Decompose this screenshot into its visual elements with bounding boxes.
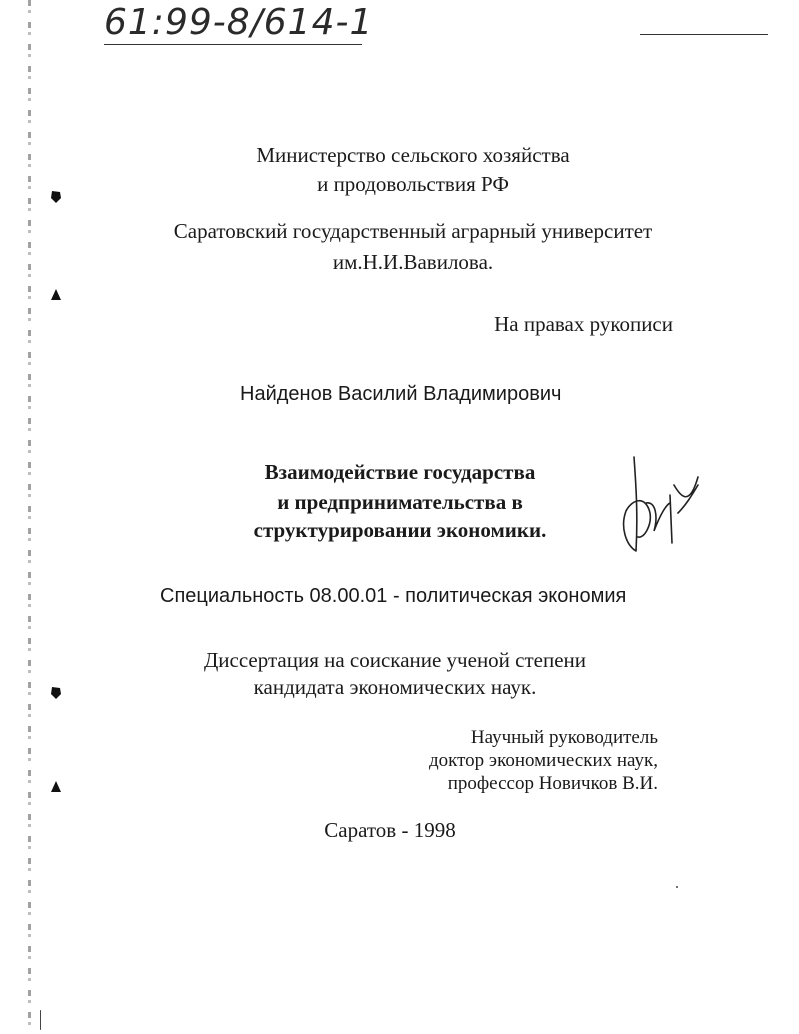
corner-stroke	[640, 34, 768, 35]
supervisor-line-2: доктор экономических наук,	[428, 750, 658, 771]
punch-hole-mark	[50, 780, 62, 794]
supervisor-line-1: Научный руководитель	[470, 727, 658, 748]
place-year: Саратов - 1998	[324, 818, 456, 842]
university-line-2: им.Н.И.Вавилова.	[332, 250, 494, 274]
thesis-title-line-2: и предпринимательства в	[277, 490, 523, 514]
author-signature	[612, 455, 712, 565]
scan-speck	[40, 1010, 41, 1030]
dissertation-line-1: Диссертация на соискание ученой степени	[203, 648, 587, 672]
punch-hole-mark	[50, 288, 62, 302]
thesis-title-line-1: Взаимодействие государства	[264, 460, 536, 484]
archive-code-underline	[104, 44, 362, 45]
punch-hole-mark	[50, 190, 62, 204]
author-name: Найденов Василий Владимирович	[240, 383, 562, 405]
supervisor-line-3: профессор Новичков В.И.	[447, 773, 658, 794]
archive-code-handwritten: 61:99-8/614-1	[104, 2, 374, 43]
ministry-line-1: Министерство сельского хозяйства	[256, 143, 570, 167]
manuscript-rights: На правах рукописи	[494, 312, 673, 336]
ministry-line-2: и продовольствия РФ	[317, 172, 509, 196]
dissertation-line-2: кандидата экономических наук.	[253, 675, 537, 699]
scan-left-edge	[28, 0, 31, 1034]
scan-speck	[676, 886, 678, 888]
specialty: Специальность 08.00.01 - политическая экономия	[160, 585, 627, 607]
thesis-title-line-3: структурировании экономики.	[253, 518, 547, 542]
punch-hole-mark	[50, 686, 62, 700]
university-line-1: Саратовский государственный аграрный университет	[173, 219, 653, 243]
